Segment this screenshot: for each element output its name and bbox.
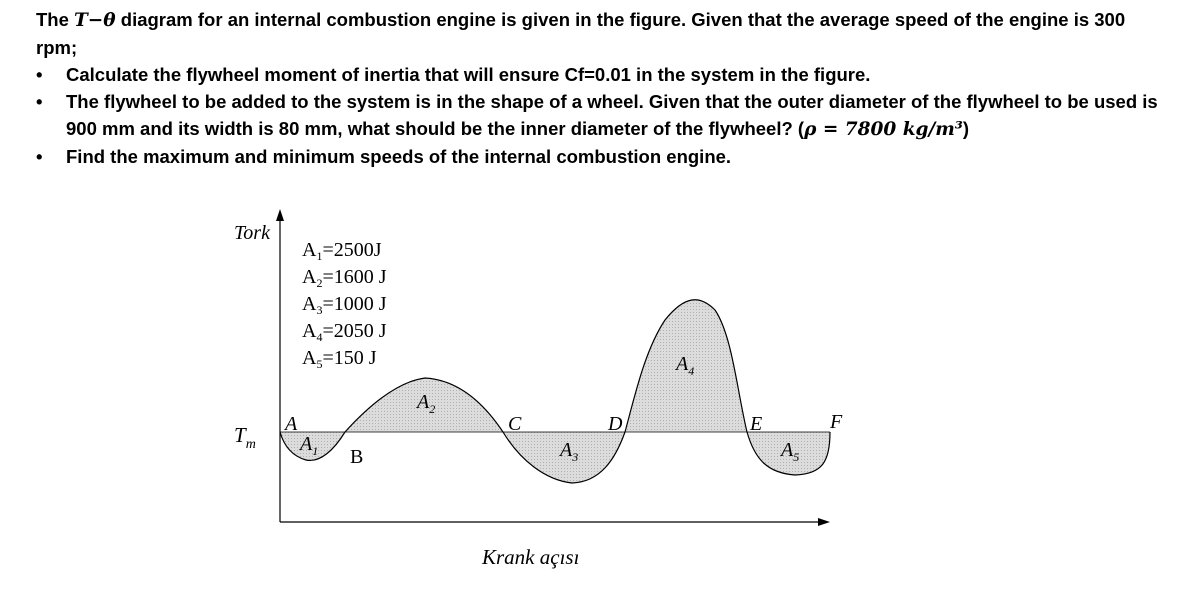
y-axis-label: Tork [234,222,270,244]
region-label-a5: $A_5$ [781,439,800,464]
point-b: B [350,446,364,468]
region-label-a3: $A_3$ [560,439,579,464]
x-axis-arrow [818,518,830,526]
tm-main: T [234,423,246,447]
bullet-icon: • [36,64,43,85]
intro-symbol: T−θ [74,10,116,31]
point-e: E [750,413,763,435]
task-text-close: ) [962,118,970,139]
region-label-a1: $A_1$ [300,433,319,458]
area-value-a1: $A_1=2500J$ [302,239,382,263]
point-d: D [608,413,623,435]
density-formula: ρ = 7800 kg/m³ [804,119,963,140]
intro-text-a: The [36,9,75,30]
task-text: The flywheel to be added to the system is in the shape of a wheel. Given that the outer diameter of the flywheel to be used is 900 mm and its width is 80 mm, what should be the inner diameter of the flywheel? ( [66,91,1158,139]
area-value-a5: $A_5=150$ J [302,347,377,371]
task-text: Find the maximum and minimum speeds of the internal combustion engine. [66,146,732,167]
area-value-a4: $A_4=2050$ J [302,320,387,344]
region-label-a2: $A_2$ [417,391,436,416]
task-text: Calculate the flywheel moment of inertia that will ensure Cf=0.01 in the system in the figure. [66,64,871,85]
point-c: C [508,413,522,435]
point-f: F [830,411,843,433]
intro-text-b: diagram for an internal combustion engine is given in the figure. Given that the average speed of the engine is 300 rpm; [36,9,1126,58]
area-value-a2: $A_2=1600$ J [302,266,387,290]
point-a: A [285,413,298,435]
x-axis-label: Krank açısı [482,545,580,569]
bullet-icon: • [36,146,43,167]
area-value-a3: $A_3=1000$ J [302,293,387,317]
tm-label [234,423,256,452]
y-axis-arrow [276,209,284,221]
region-label-a4: $A_4$ [676,353,695,378]
bullet-icon: • [36,91,43,112]
area-values [302,239,387,371]
tm-sub: m [245,437,256,452]
